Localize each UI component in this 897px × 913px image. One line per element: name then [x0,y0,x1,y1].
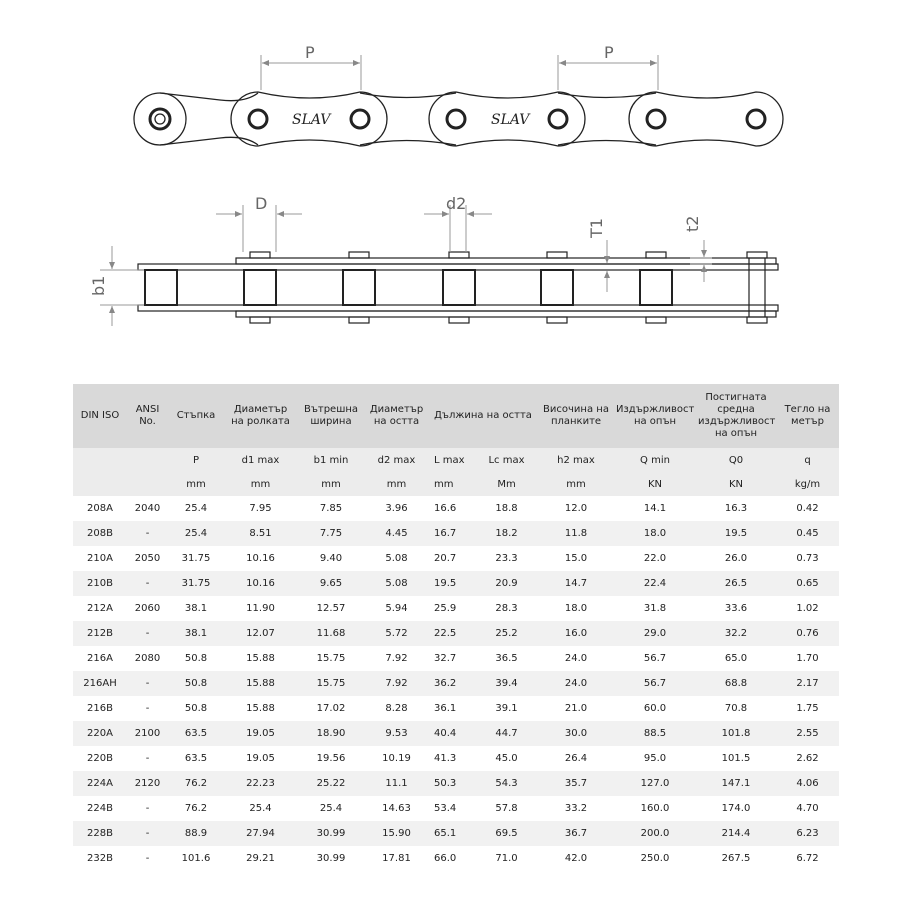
table-cell: 7.95 [249,503,272,514]
table-cell [73,448,127,472]
table-cell: d2 max [365,448,428,472]
table-cell: 66.0 [434,853,457,864]
table-cell: - [127,621,168,646]
table-row [73,496,839,521]
table-cell: 224B [87,803,113,814]
table-cell: 200.0 [614,821,696,846]
table-cell: - [145,753,150,764]
table-cell: 65.1 [428,821,475,846]
end-link-outline [160,93,258,145]
header-ansi: ANSI No. [127,384,168,448]
table-cell: 26.5 [696,571,776,596]
table-cell: 214.4 [696,821,776,846]
table-cell: 21.0 [564,703,588,714]
table-cell: 19.5 [696,521,776,546]
table-cell: 41.3 [434,753,457,764]
table-cell: 27.94 [224,821,297,846]
table-cell: 36.5 [495,653,518,664]
table-row [73,821,839,846]
table-cell: 101.8 [696,721,776,746]
table-cell: 17.02 [316,703,346,714]
table-cell: mm [224,472,297,496]
table-cell: - [127,521,168,546]
table-cell: 50.8 [168,671,224,696]
table-cell: 22.5 [428,621,475,646]
header-pitch: Стъпка [168,384,224,448]
table-cell: mm [365,472,428,496]
table-cell: 5.94 [385,603,408,614]
table-cell: 220A [73,721,127,746]
header-weight: Тегло на метър [776,384,839,448]
table-cell: - [145,853,150,864]
table-cell: 54.3 [475,771,538,796]
table-row [73,846,839,871]
table-cell: kg/m [776,472,839,496]
table-cell: 174.0 [721,803,751,814]
table-cell: 2.62 [796,753,819,764]
table-cell: mm [538,472,614,496]
symbols-row [73,448,839,472]
table-cell: 56.7 [614,671,696,696]
table-cell: 22.4 [614,571,696,596]
table-cell: 16.7 [428,521,475,546]
table-cell: 31.75 [181,553,211,564]
table-row [73,746,839,771]
table-cell: 36.1 [434,703,457,714]
table-cell: 63.5 [184,753,208,764]
header-roller-diameter: Диаметър на ролката [224,384,297,448]
table-cell: 50.3 [428,771,475,796]
table-cell: 45.0 [495,753,518,764]
roller-diameter-label: D [255,194,268,213]
table-cell: 2.55 [776,721,839,746]
table-cell: - [145,803,150,814]
table-cell: 32.7 [434,653,457,664]
table-cell: 208A [87,503,113,514]
table-cell: 20.7 [434,553,457,564]
table-cell: 2080 [134,653,161,664]
table-cell: 18.8 [495,503,518,514]
table-cell: Mm [475,472,538,496]
table-cell: 42.0 [564,853,588,864]
table-cell: 24.0 [538,671,614,696]
roller-width-label: b1 [89,275,108,296]
table-cell: 44.7 [475,721,538,746]
table-cell: 31.8 [643,603,667,614]
table-cell: 6.72 [796,853,819,864]
table-cell: L max [428,448,475,472]
table-cell: 25.4 [184,503,208,514]
table-cell: 24.0 [564,653,588,664]
table-cell: 228B [73,821,127,846]
table-cell: 76.2 [184,803,208,814]
table-cell: 2050 [134,553,161,564]
table-cell: 2060 [134,603,161,614]
table-row [73,546,839,571]
chain-side-view [138,252,778,323]
table-cell: 28.3 [495,603,518,614]
header-pin-diameter: Диаметър на остта [365,384,428,448]
table-cell: 14.1 [643,503,667,514]
table-cell: 6.23 [776,821,839,846]
table-cell: 15.90 [365,821,428,846]
table-cell: 7.92 [385,653,408,664]
header-inner-width: Вътрешна ширина [297,384,365,448]
table-cell: 216AH [73,671,127,696]
table-cell: 22.23 [224,771,297,796]
table-cell: 39.4 [475,671,538,696]
table-cell: KN [614,472,696,496]
table-cell: 25.2 [475,621,538,646]
table-cell: 3.96 [385,503,408,514]
table-cell: 33.6 [724,603,748,614]
header-plate-height: Височина на планките [538,384,614,448]
table-cell: 53.4 [434,803,457,814]
table-cell: 250.0 [640,853,670,864]
table-cell: 63.5 [168,721,224,746]
table-cell: 2120 [127,771,168,796]
table-cell: 26.4 [564,753,588,764]
table-cell: 70.8 [724,703,748,714]
table-cell: 11.1 [365,771,428,796]
chain-drawing [0,0,897,380]
table-cell: 10.16 [224,571,297,596]
pin-diameter-label: d2 [446,194,467,213]
table-cell: 15.0 [564,553,588,564]
table-cell: 30.0 [538,721,614,746]
table-cell: 1.70 [796,653,819,664]
table-cell: 76.2 [168,771,224,796]
table-cell: 88.9 [168,821,224,846]
table-cell: 14.63 [382,803,411,814]
pitch-label: P [305,43,315,62]
table-cell: d1 max [224,448,297,472]
table-cell: 29.21 [246,853,275,864]
header-tensile-strength: Издържливост на опън [614,384,696,448]
table-cell: 0.76 [776,621,839,646]
table-cell: 9.65 [297,571,365,596]
table-cell: 4.45 [365,521,428,546]
table-cell: 15.88 [246,653,275,664]
table-cell: q [776,448,839,472]
table-cell: 50.8 [184,653,208,664]
header-row [73,384,839,448]
t2-label: t2 [683,215,702,232]
table-cell: 20.9 [475,571,538,596]
table-cell: 7.85 [319,503,343,514]
table-cell: 95.0 [643,753,667,764]
table-cell: 38.1 [184,603,208,614]
table-cell: 267.5 [721,853,751,864]
table-row [73,646,839,671]
table-cell: 9.53 [365,721,428,746]
table-row [73,621,839,646]
header-avg-tensile-strength: Постигната средна издържливост на опън [696,384,776,448]
table-cell: KN [696,472,776,496]
table-cell: 15.75 [316,653,346,664]
table-cell: - [145,703,150,714]
table-cell: 8.51 [224,521,297,546]
table-cell: 18.0 [614,521,696,546]
table-cell: Lc max [475,448,538,472]
table-cell: 10.19 [382,753,411,764]
table-cell: 2040 [134,503,161,514]
table-cell: 25.22 [297,771,365,796]
table-cell: 40.4 [428,721,475,746]
table-cell: 210A [87,553,113,564]
table-cell: 11.68 [297,621,365,646]
table-cell: 0.65 [776,571,839,596]
table-cell: 160.0 [640,803,670,814]
table-cell: 30.99 [297,821,365,846]
table-cell: 216A [87,653,113,664]
table-cell: 33.2 [564,803,588,814]
pitch-label: P [604,43,614,62]
table-cell: 15.88 [224,671,297,696]
table-cell: Q min [614,448,696,472]
table-cell: 7.75 [297,521,365,546]
units-row [73,472,839,496]
table-cell: 35.7 [538,771,614,796]
table-cell: 38.1 [168,621,224,646]
table-cell [127,472,168,496]
table-cell: 31.75 [168,571,224,596]
table-cell: 8.28 [385,703,408,714]
table-cell: 232B [87,853,113,864]
table-cell: 2100 [127,721,168,746]
table-cell: 224A [73,771,127,796]
table-row [73,596,839,621]
table-cell: 11.90 [246,603,275,614]
table-cell: 12.0 [564,503,588,514]
table-cell: 25.4 [319,803,343,814]
table-cell: 5.72 [365,621,428,646]
table-cell: 5.08 [365,571,428,596]
table-cell: 25.4 [168,521,224,546]
chain-top-view [134,92,783,146]
table-cell: 26.0 [724,553,748,564]
table-cell: 23.3 [495,553,518,564]
table-cell: 9.40 [319,553,343,564]
table-cell: 216B [87,703,113,714]
side-dimensions [100,205,712,326]
table-cell: mm [297,472,365,496]
table-cell: b1 min [297,448,365,472]
header-din-iso: DIN ISO [73,384,127,448]
table-row [73,796,839,821]
chain-spec-table [73,384,839,871]
table-cell: 127.0 [614,771,696,796]
table-cell: 101.6 [181,853,211,864]
table-cell: 212A [87,603,113,614]
table-cell: 32.2 [696,621,776,646]
table-cell: 210B [73,571,127,596]
table-cell: 16.6 [434,503,457,514]
t1-label: T1 [587,218,606,238]
table-cell: 4.06 [776,771,839,796]
table-cell: 0.73 [796,553,819,564]
table-cell: 15.75 [297,671,365,696]
table-cell: 50.8 [184,703,208,714]
table-cell: 18.0 [564,603,588,614]
table-cell: mm [168,472,224,496]
table-cell: 12.57 [316,603,346,614]
table-cell: 25.4 [249,803,272,814]
table-cell: 11.8 [538,521,614,546]
table-cell: 2.17 [776,671,839,696]
header-pin-length: Дължина на остта [428,384,538,448]
table-cell: - [127,571,168,596]
slav-logo-2: SLAV [491,112,530,128]
table-cell: 19.56 [316,753,346,764]
table-cell: 36.7 [538,821,614,846]
table-cell: 25.9 [434,603,457,614]
table-cell: 101.5 [721,753,751,764]
table-cell: 39.1 [495,703,518,714]
table-cell: - [127,821,168,846]
table-row [73,721,839,746]
table-cell: 7.92 [365,671,428,696]
table-cell: 17.81 [382,853,411,864]
table-cell: 147.1 [696,771,776,796]
table-cell: 22.0 [643,553,667,564]
table-cell: 208B [73,521,127,546]
table-cell [73,472,127,496]
table-cell: 69.5 [475,821,538,846]
table-cell: 212B [73,621,127,646]
table-cell: 1.75 [796,703,819,714]
table-cell: 16.3 [724,503,748,514]
table-cell: Q0 [696,448,776,472]
table-cell: 4.70 [796,803,819,814]
table-cell: 88.5 [614,721,696,746]
pitch-dimension [261,55,658,90]
table-cell: 57.8 [495,803,518,814]
table-cell: 16.0 [538,621,614,646]
table-cell: 18.90 [297,721,365,746]
table-cell: 10.16 [246,553,275,564]
table-cell: 68.8 [696,671,776,696]
table-row [73,521,839,546]
table-row [73,571,839,596]
table-cell: 0.45 [776,521,839,546]
table-row [73,671,839,696]
table-cell: 220B [87,753,113,764]
table-cell: 14.7 [538,571,614,596]
table-cell: 29.0 [614,621,696,646]
table-cell: - [127,671,168,696]
table-row [73,771,839,796]
table-cell: 56.7 [643,653,667,664]
table-cell: P [168,448,224,472]
table-cell: mm [428,472,475,496]
table-cell: 36.2 [428,671,475,696]
table-cell: 0.42 [796,503,819,514]
table-cell: 19.05 [246,753,275,764]
table-row [73,696,839,721]
table-cell: 18.2 [475,521,538,546]
table-cell: 5.08 [385,553,408,564]
table-cell: 71.0 [495,853,518,864]
table-cell: 19.5 [428,571,475,596]
table-cell: 65.0 [724,653,748,664]
table-cell: 19.05 [224,721,297,746]
table-cell: 12.07 [224,621,297,646]
table-cell [127,448,168,472]
table-cell: h2 max [538,448,614,472]
table-cell: 60.0 [643,703,667,714]
table-cell: 1.02 [796,603,819,614]
table-cell: 30.99 [316,853,346,864]
table-cell: 15.88 [246,703,275,714]
slav-logo-1: SLAV [292,112,331,128]
